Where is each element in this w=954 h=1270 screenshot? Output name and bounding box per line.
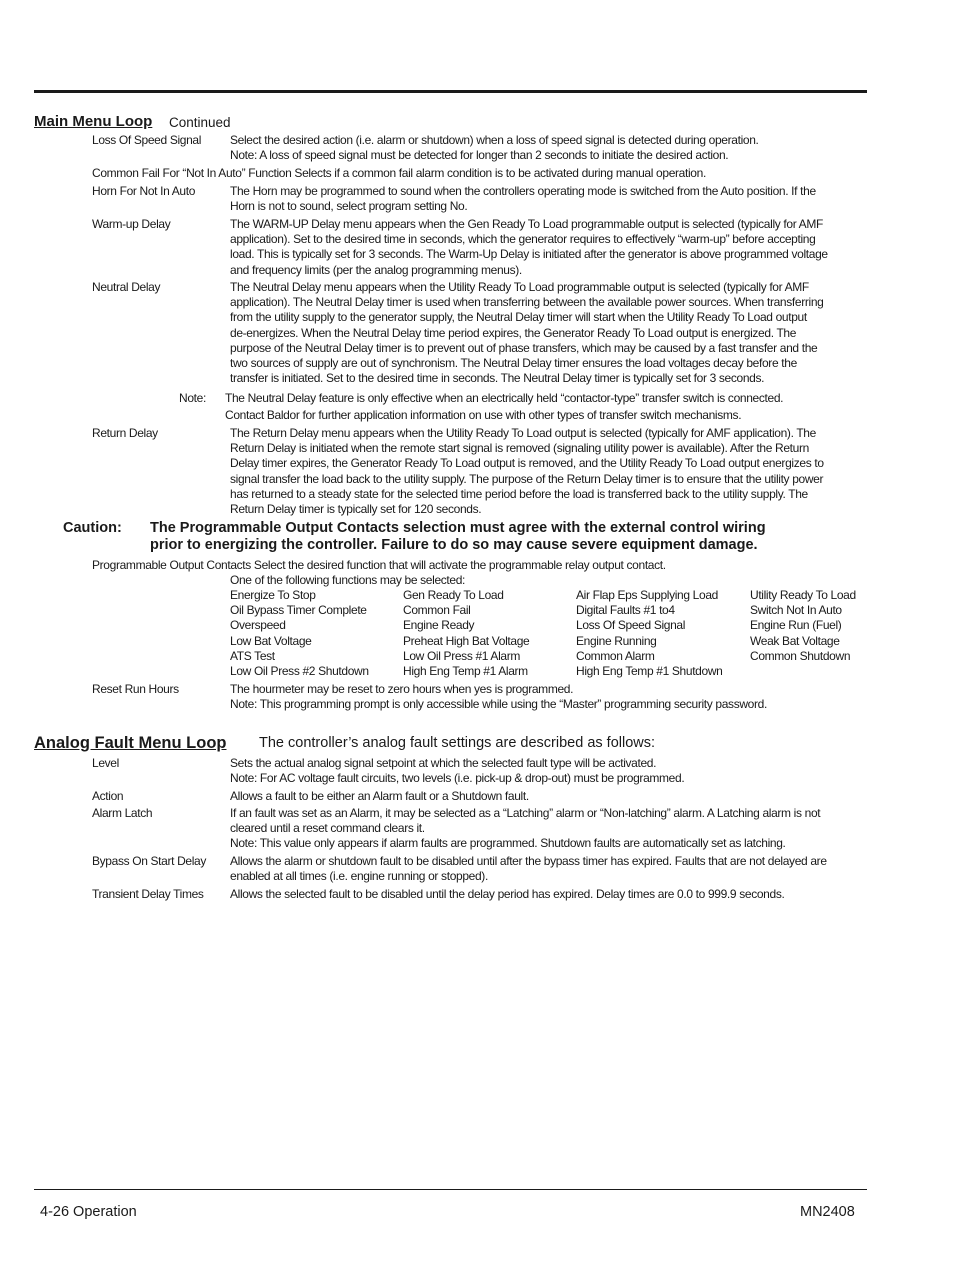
function-grid — [230, 588, 890, 680]
term-level: Level — [92, 756, 119, 770]
function-item: High Eng Temp #1 Shutdown — [576, 664, 723, 678]
term-warm-up-delay: Warm-up Delay — [92, 217, 171, 231]
function-item: Low Oil Press #1 Alarm — [403, 648, 521, 663]
caution-text: The Programmable Output Contacts selection must agree with the external control wiring prior to energizing the controller. Failure to do so may cause severe equipment damage. — [150, 520, 766, 553]
term-action: Action — [92, 789, 124, 803]
function-item: Low Bat Voltage — [230, 633, 312, 648]
footer-page-label: 4-26 Operation — [40, 1204, 137, 1220]
desc-bypass-on-start-delay: Allows the alarm or shutdown fault to be disabled until after the bypass timer has expired. Faults that are not delayed are enabled at all times (i.e. engine running or stopped). — [230, 854, 827, 884]
term-loss-of-speed-signal: Loss Of Speed Signal — [92, 133, 202, 147]
function-item: Preheat High Bat Voltage — [403, 633, 530, 648]
term-reset-run-hours: Reset Run Hours — [92, 682, 179, 696]
term-neutral-delay: Neutral Delay — [92, 280, 161, 294]
function-item: Energize To Stop — [230, 588, 316, 602]
desc-transient-delay-times: Allows the selected fault to be disabled until the delay period has expired. Delay times are 0.0 to 999.9 seconds. — [230, 887, 785, 901]
function-item: Common Shutdown — [750, 648, 851, 663]
function-item: Switch Not In Auto — [750, 603, 842, 618]
term-transient-delay-times: Transient Delay Times — [92, 887, 204, 901]
main-menu-loop-continued: Continued — [169, 115, 231, 130]
term-horn-for-not-in-auto: Horn For Not In Auto — [92, 184, 196, 198]
analog-fault-intro: The controller’s analog fault settings are described as follows: — [259, 735, 656, 751]
function-item: Low Oil Press #2 Shutdown — [230, 664, 369, 678]
desc-neutral-delay: The Neutral Delay menu appears when the Utility Ready To Load programmable output is selected (typically for AMF application). The Neutral Delay timer is used when transferring between the available power sources. When transferring from the utility supply to the generator supply, the Neutral Delay timer will start when the Utility Ready To Load output de-energizes. When the Neutral Delay time period expires, the Generator Ready To Load output is energized. The purpose of the Neutral Delay timer is to prevent out of phase transfers, which may be caused by a fast transfer and the two sources of supply are out of synchronism. The Neutral Delay timer ensures the load voltages decay before the transfer is initiated. Set to the desired time in seconds. The Neutral Delay timer is typically set for 3 seconds. — [230, 280, 824, 386]
function-item: Engine Ready — [403, 618, 475, 633]
function-item: High Eng Temp #1 Alarm — [403, 664, 528, 678]
footer-doc-number: MN2408 — [800, 1204, 855, 1220]
desc-return-delay: The Return Delay menu appears when the Utility Ready To Load output is selected (typically for AMF application). The Return Delay is initiated when the remote start signal is removed (signaling utility power is available). After the Return Delay timer expires, the Generator Ready To Load output is removed, and the Utility Ready To Load output energizes to signal transfer the load back to the utility supply. The purpose of the Return Delay timer is to ensure that the utility power has returned to a steady state for the selected time period before the load is transferred back to the utility supply. The Return Delay timer is typically set for 120 seconds. — [230, 426, 824, 517]
main-menu-loop-title: Main Menu Loop — [34, 113, 153, 130]
function-item: Gen Ready To Load — [403, 588, 504, 602]
function-item: Utility Ready To Load — [750, 588, 856, 602]
programmable-intro: One of the following functions may be selected: — [230, 573, 466, 587]
desc-alarm-latch: If an fault was set as an Alarm, it may be selected as a “Latching” alarm or “Non-latching” alarm. A Latching alarm is not cleared until a reset command clears it. Note: This value only appears if alarm faults are programmed. Shutdown faults are automatically set as latching. — [230, 806, 821, 851]
entry-common-fail: Common Fail For “Not In Auto” Function Selects if a common fail alarm condition is to be activated during manual operation. — [92, 166, 706, 180]
function-item: Air Flap Eps Supplying Load — [576, 588, 718, 602]
function-item: Loss Of Speed Signal — [576, 618, 686, 633]
term-alarm-latch: Alarm Latch — [92, 806, 153, 820]
note-label: Note: — [179, 391, 206, 405]
desc-reset-run-hours: The hourmeter may be reset to zero hours when yes is programmed. Note: This programming prompt is only accessible while using the “Master” programming security password. — [230, 682, 767, 712]
function-item: Weak Bat Voltage — [750, 633, 840, 648]
function-item: Overspeed — [230, 618, 286, 633]
desc-horn-for-not-in-auto: The Horn may be programmed to sound when the controllers operating mode is switched from the Auto position. If the Horn is not to sound, select program setting No. — [230, 184, 816, 214]
footer-rule — [34, 1189, 867, 1190]
entry-programmable-output-contacts: Programmable Output Contacts Select the desired function that will activate the programmable relay output contact. — [92, 558, 666, 572]
term-return-delay: Return Delay — [92, 426, 158, 440]
note-neutral-delay: The Neutral Delay feature is only effective when an electrically held “contactor-type” transfer switch is connected. Contact Baldor for further application information on use with other types of transfer switch mechanisms. — [225, 391, 784, 423]
function-item: Common Fail — [403, 603, 471, 618]
function-item: ATS Test — [230, 648, 275, 663]
analog-fault-menu-loop-title: Analog Fault Menu Loop — [34, 734, 227, 752]
function-item: Oil Bypass Timer Complete — [230, 603, 367, 618]
caution-label: Caution: — [63, 520, 122, 536]
desc-action: Allows a fault to be either an Alarm fault or a Shutdown fault. — [230, 789, 529, 803]
term-bypass-on-start-delay: Bypass On Start Delay — [92, 854, 207, 868]
function-item: Common Alarm — [576, 648, 655, 663]
function-item: Engine Running — [576, 633, 657, 648]
function-item: Engine Run (Fuel) — [750, 618, 842, 633]
top-rule — [34, 90, 867, 93]
desc-level: Sets the actual analog signal setpoint at which the selected fault type will be activated. Note: For AC voltage fault circuits, two levels (i.e. pick-up & drop-out) must be programmed. — [230, 756, 685, 786]
desc-warm-up-delay: The WARM-UP Delay menu appears when the Gen Ready To Load programmable output is selected (typically for AMF application). Set to the desired time in seconds, which the generator requires to effectively “warm-up” before accepting load. This is typically set for 3 seconds. The Warm-Up Delay is initiated after the generator is above programmed voltage and frequency limits (per the analog programming menus). — [230, 217, 828, 277]
desc-loss-of-speed-signal: Select the desired action (i.e. alarm or shutdown) when a loss of speed signal is detected during operation. Note: A loss of speed signal must be detected for longer than 2 seconds to initiate the desired action. — [230, 133, 759, 163]
function-item: Digital Faults #1 to4 — [576, 603, 675, 618]
